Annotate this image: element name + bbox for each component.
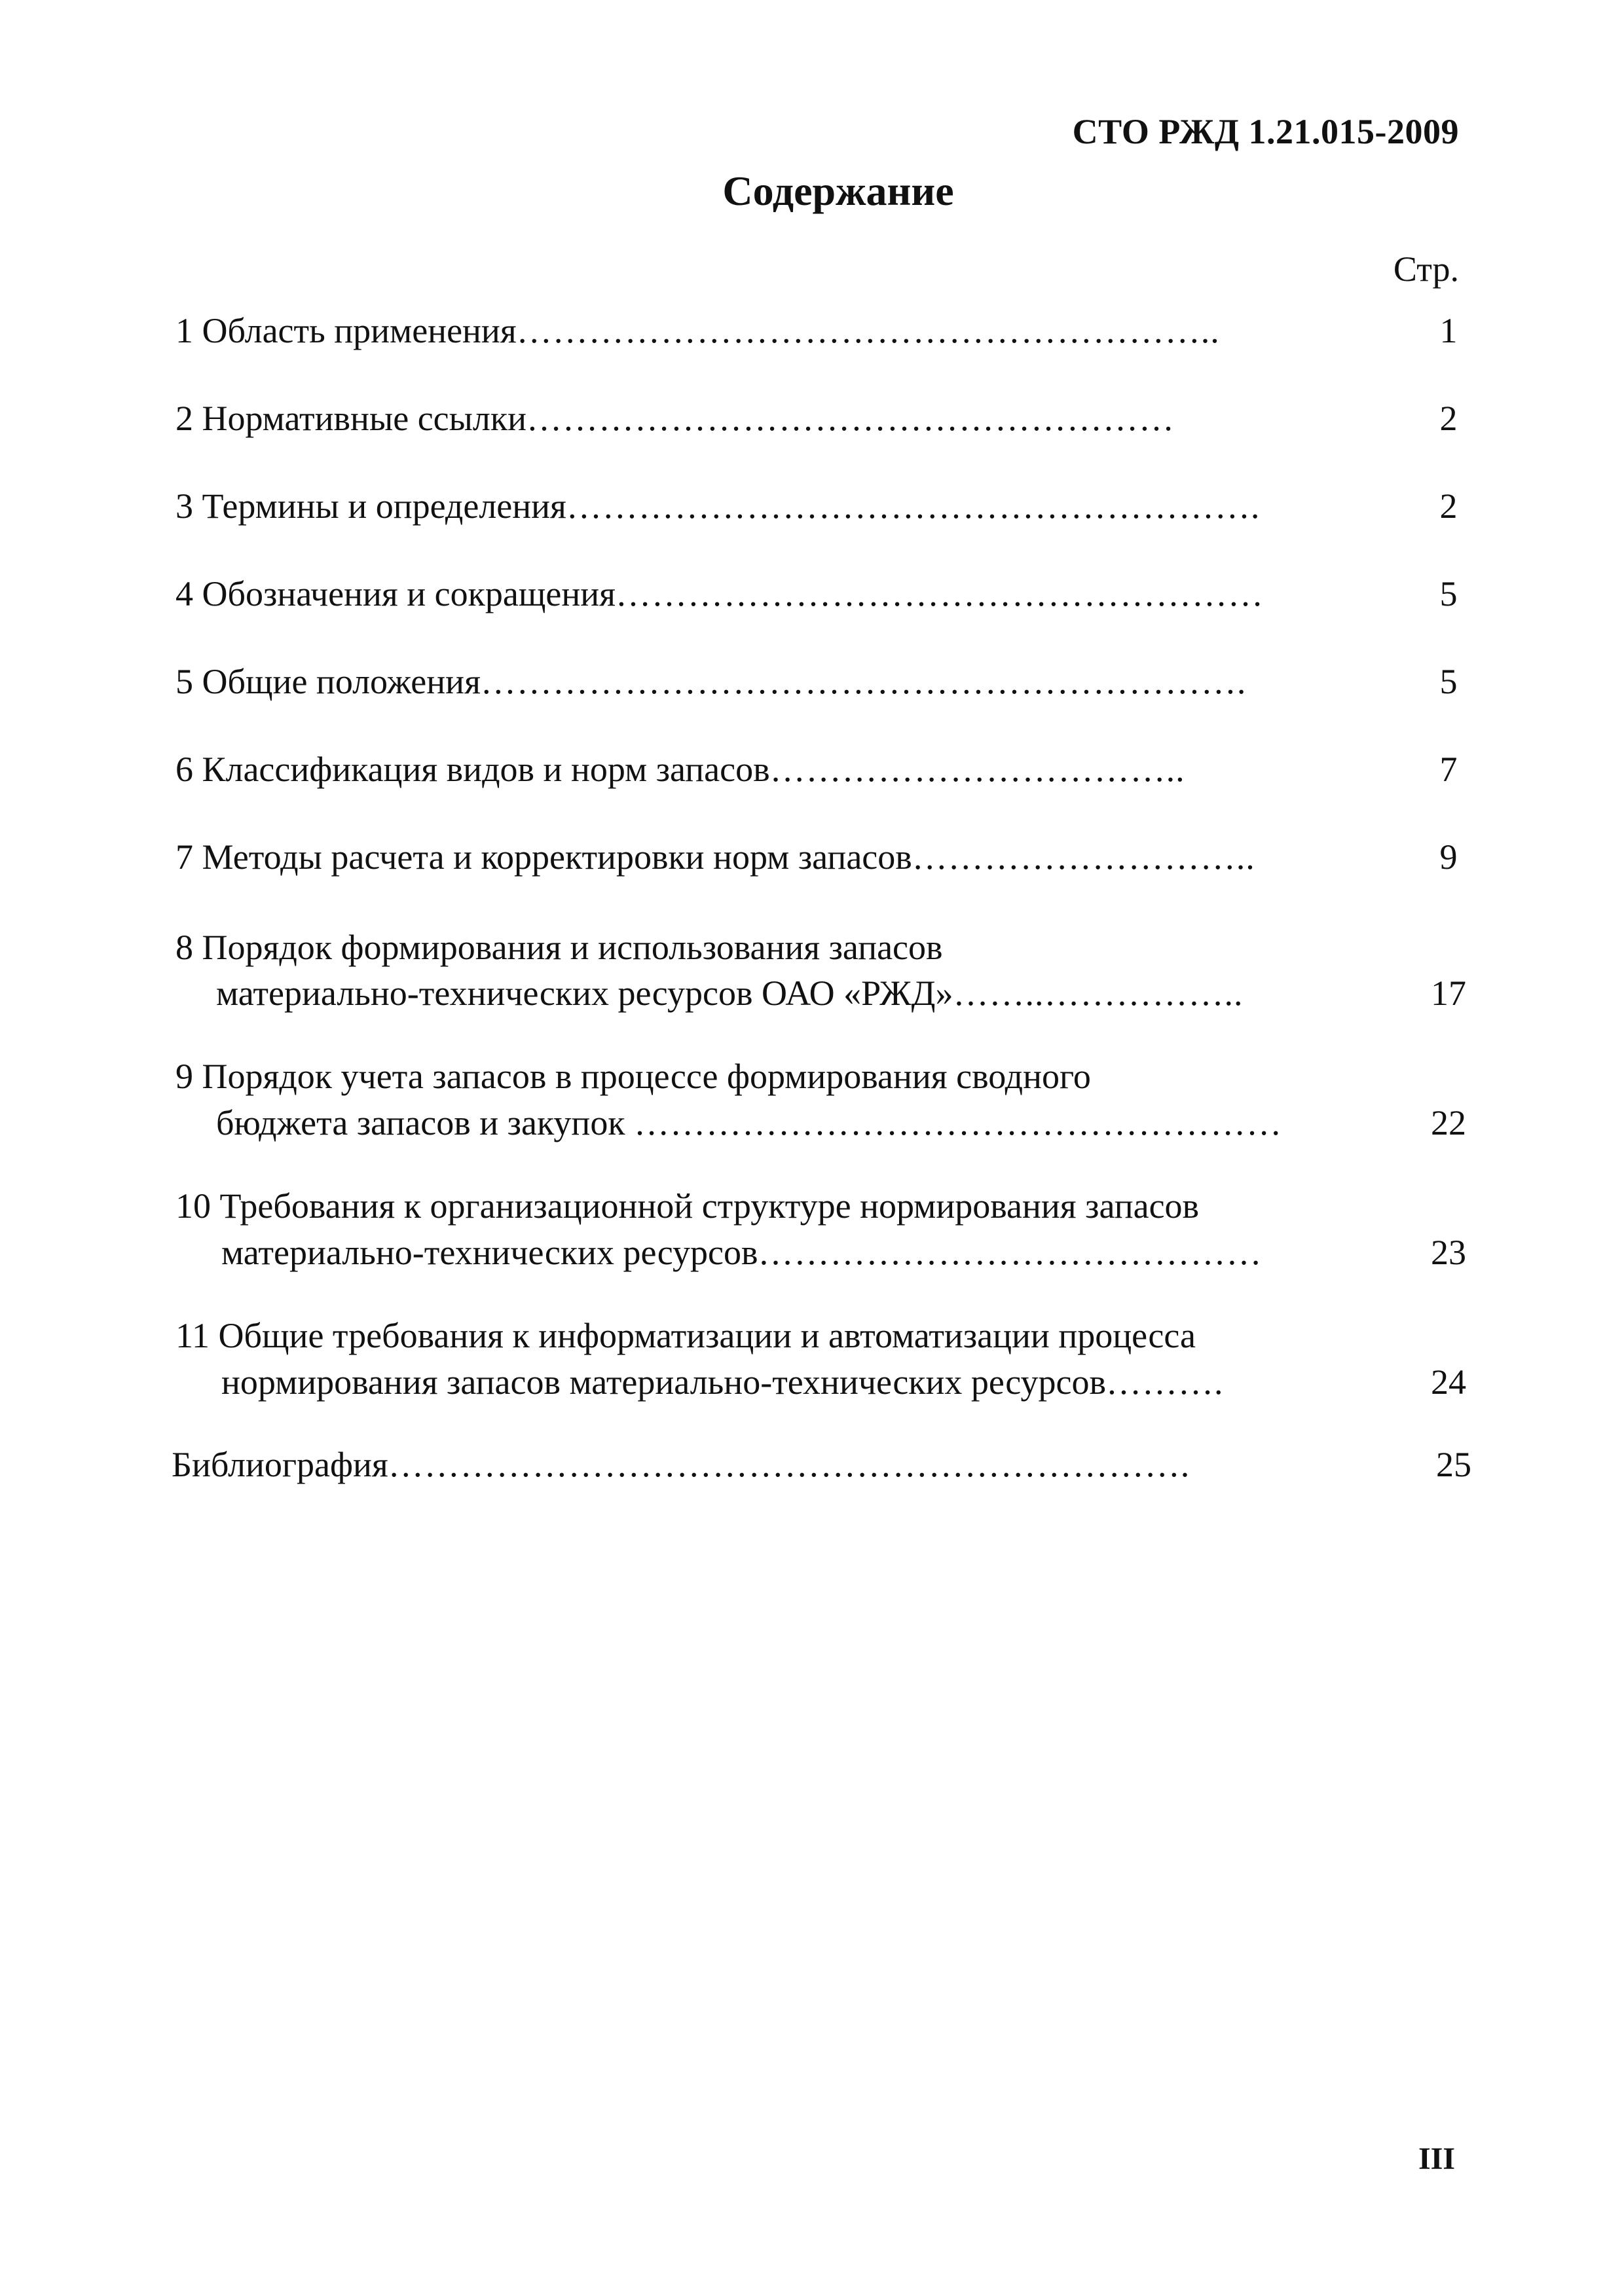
toc-entry-3[interactable] [175, 488, 1260, 524]
toc-page-number: 7 [1439, 750, 1458, 789]
toc-leader-dots: …………………………………………………. [566, 486, 1261, 526]
toc-page-number: 17 [1431, 974, 1466, 1013]
toc-page-number: 5 [1439, 662, 1458, 701]
toc-entry-9[interactable] [175, 1059, 1091, 1094]
toc-page-number: 2 [1439, 399, 1458, 438]
toc-entry-6[interactable] [175, 752, 1185, 787]
toc-leader-dots: …………………………….. [769, 750, 1185, 789]
toc-entry-title: 3 Термины и определения [175, 486, 566, 526]
toc-entry-title-continued: материально-технических ресурсов ОАО «РЖД» [216, 974, 953, 1013]
toc-leader-dots: ………. [1105, 1362, 1224, 1402]
toc-page-number: 23 [1431, 1233, 1466, 1272]
toc-entry-9-continuation[interactable] [216, 1105, 1282, 1140]
toc-entry-title: 8 Порядок формирования и использования запасов [175, 928, 943, 967]
toc-leader-dots: ……………………………………………… [634, 1103, 1283, 1142]
toc-entry-8[interactable] [175, 930, 943, 965]
toc-entry-2[interactable] [175, 401, 1175, 436]
toc-page-number: 24 [1431, 1362, 1466, 1402]
toc-entry-8-continuation[interactable] [216, 975, 1243, 1011]
toc-page-number: 1 [1439, 311, 1458, 350]
toc-leader-dots: ……………………….. [912, 837, 1255, 877]
toc-entry-4[interactable] [175, 576, 1264, 611]
toc-leader-dots: ……………………………………………… [616, 574, 1264, 613]
toc-entry-title: 6 Классификация видов и норм запасов [175, 750, 770, 789]
toc-entry-title: 4 Обозначения и сокращения [175, 574, 616, 613]
toc-entry-title-continued: нормирования запасов материально-технических ресурсов [221, 1362, 1106, 1402]
toc-leader-dots: ……………………………………………… [526, 399, 1175, 438]
toc-entry-7[interactable] [175, 839, 1255, 875]
doc-code: СТО РЖД 1.21.015-2009 [1072, 112, 1459, 151]
toc-entry-title-continued: бюджета запасов и закупок [216, 1103, 625, 1142]
toc-leader-dots: ………………………………………………….. [516, 311, 1220, 350]
toc-entry-title: 5 Общие положения [175, 662, 481, 701]
toc-leader-dots: …………………………………………………………. [388, 1445, 1190, 1484]
toc-entry-title: 10 Требования к организационной структуре нормирования запасов [175, 1186, 1200, 1226]
page-column-header: Стр. [1393, 249, 1459, 289]
toc-entry-title: Библиография [172, 1445, 388, 1484]
toc-entry-title: 11 Общие требования к информатизации и автоматизации процесса [175, 1316, 1196, 1355]
toc-leader-dots: ………………………………………………………. [480, 662, 1247, 701]
toc-page-number: 22 [1431, 1103, 1466, 1142]
toc-entry-11[interactable] [175, 1318, 1196, 1353]
toc-title: Содержание [722, 168, 954, 214]
toc-leader-dots: ……..…………….. [953, 974, 1244, 1013]
toc-entry-10-continuation[interactable] [221, 1235, 1263, 1270]
toc-entry-title: 7 Методы расчета и корректировки норм запасов [175, 837, 912, 877]
toc-entry-title: 1 Область применения [175, 311, 517, 350]
toc-page-number: 9 [1439, 837, 1458, 877]
toc-page-number: 5 [1439, 574, 1458, 613]
toc-entry-title-continued: материально-технических ресурсов [221, 1233, 758, 1272]
toc-entry-title: 2 Нормативные ссылки [175, 399, 526, 438]
toc-entry-11-continuation[interactable] [221, 1364, 1223, 1400]
toc-page-number: 2 [1439, 486, 1458, 526]
toc-entry-10[interactable] [175, 1188, 1199, 1224]
toc-entry-5[interactable] [175, 664, 1246, 699]
page-folio: III [1418, 2141, 1455, 2176]
toc-entry-title: 9 Порядок учета запасов в процессе формирования сводного [175, 1057, 1091, 1096]
toc-leader-dots: …………………………………… [758, 1233, 1263, 1272]
toc-entry-bibliography[interactable] [172, 1447, 1190, 1482]
toc-page-number: 25 [1436, 1445, 1471, 1484]
toc-entry-1[interactable] [175, 313, 1220, 348]
